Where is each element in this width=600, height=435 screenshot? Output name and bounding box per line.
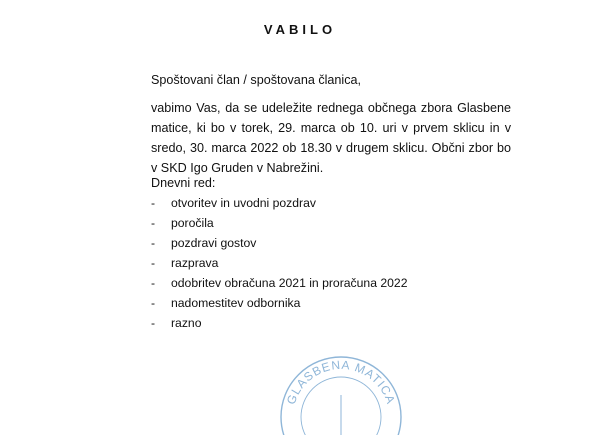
agenda-item-text: odobritev obračuna 2021 in proračuna 2022 <box>171 276 408 290</box>
salutation: Spoštovani član / spoštovana članica, <box>151 73 362 87</box>
agenda-item-text: nadomestitev odbornika <box>171 296 301 310</box>
organization-stamp <box>277 355 405 435</box>
agenda-item-text: poročila <box>171 216 214 230</box>
invitation-paragraph: vabimo Vas, da se udeležite rednega občnega zbora Glasbene matice, ki bo v torek, 29. marca ob 10. uri v prvem sklicu in v sredo, 30. marca 2022 ob 18.30 v drugem sklicu. Občni zbor bo v SKD Igo Gruden v Nabrežini. <box>151 101 511 175</box>
document-title: VABILO <box>263 22 337 37</box>
agenda-item-text: otvoritev in uvodni pozdrav <box>171 196 316 210</box>
agenda-bullet: - <box>151 296 156 310</box>
agenda-item-text: razno <box>171 316 202 330</box>
stamp-text-path: GLASBENA MATICA <box>283 357 399 407</box>
agenda-bullet: - <box>151 216 156 230</box>
agenda-bullet: - <box>151 196 156 210</box>
agenda-bullet: - <box>151 316 156 330</box>
agenda-item-text: pozdravi gostov <box>171 236 257 250</box>
agenda-item-text: razprava <box>171 256 219 270</box>
agenda-heading: Dnevni red: <box>151 176 216 190</box>
agenda-bullet: - <box>151 276 156 290</box>
agenda-bullet: - <box>151 256 156 270</box>
agenda-bullet: - <box>151 236 156 250</box>
